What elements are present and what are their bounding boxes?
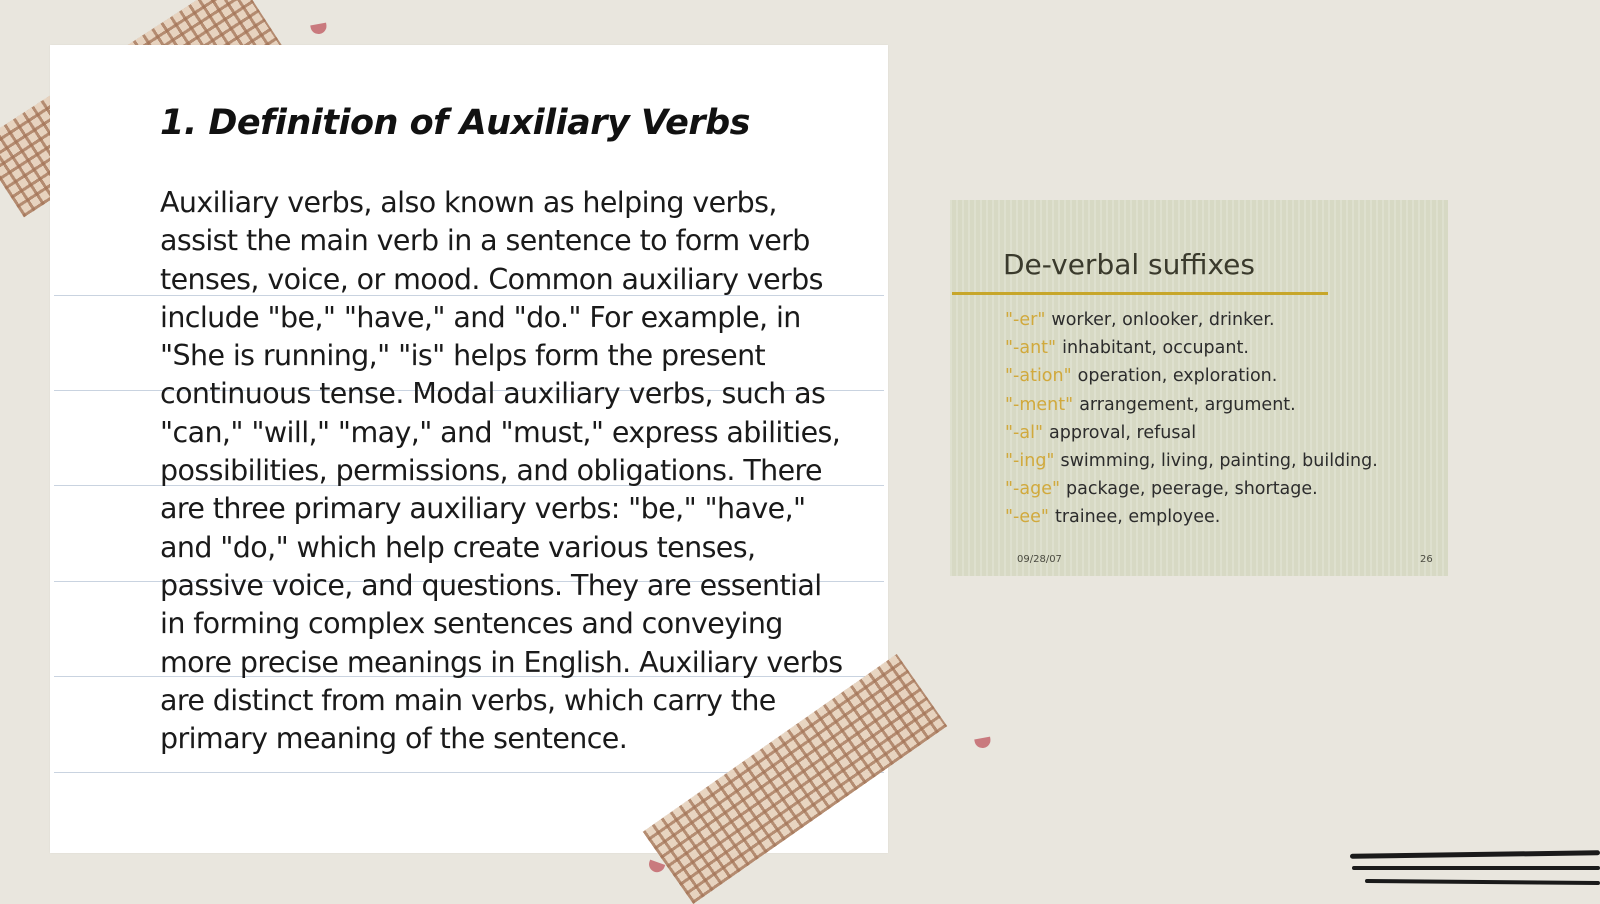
suffix-label: "-er" xyxy=(1005,310,1046,330)
list-item xyxy=(1005,391,1378,419)
suffix-examples: approval, refusal xyxy=(1049,422,1197,443)
suffix-label: "-ant" xyxy=(1005,338,1057,359)
list-item xyxy=(1005,447,1378,475)
list-item xyxy=(1005,306,1378,334)
suffix-label: "-ee" xyxy=(1005,507,1049,528)
tape-tab-bottom xyxy=(647,860,665,875)
slide-date: 09/28/07 xyxy=(1017,554,1062,565)
list-item xyxy=(1005,503,1378,531)
decorative-brush-stroke xyxy=(1352,866,1600,870)
suffix-label: "-ment" xyxy=(1005,394,1074,415)
suffix-examples: operation, exploration. xyxy=(1077,366,1278,387)
suffix-label: "-ing" xyxy=(1005,450,1055,471)
tape-tab-right xyxy=(974,737,991,750)
suffix-examples: worker, onlooker, drinker. xyxy=(1051,310,1275,330)
suffix-examples: trainee, employee. xyxy=(1054,507,1221,528)
page-title: 1. Definition of Auxiliary Verbs xyxy=(160,103,750,143)
suffix-list xyxy=(1005,306,1378,532)
body-paragraph: Auxiliary verbs, also known as helping verbs, assist the main verb in a sentence to form verb tenses, voice, or mood. Common auxiliary verbs include "be," "have," and "do." For example, in "She is running," "is" helps form the present continuous tense. Modal auxiliary verbs, such as "can," "will," "may," and "must," express abilities, possibilities, permissions, and obligations. There are three primary auxiliary verbs: "be," "have," and "do," which help create various tenses, passive voice, and questions. They are essential in forming complex sentences and conveying more precise meanings in English. Auxiliary verbs are distinct from main verbs, which carry the primary meaning of the sentence. xyxy=(160,186,843,756)
suffix-examples: package, peerage, shortage. xyxy=(1066,479,1318,500)
suffix-label: "-age" xyxy=(1005,479,1061,500)
list-item xyxy=(1005,419,1378,447)
list-item xyxy=(1005,475,1378,503)
suffix-examples: swimming, living, painting, building. xyxy=(1060,450,1378,471)
tape-tab-top xyxy=(310,23,327,36)
slide-title-rule xyxy=(952,292,1328,295)
suffix-examples: inhabitant, occupant. xyxy=(1062,338,1249,359)
suffix-examples: arrangement, argument. xyxy=(1079,394,1296,415)
slide-page-number: 26 xyxy=(1420,554,1433,565)
suffix-label: "-ation" xyxy=(1005,366,1072,387)
slide-image xyxy=(950,200,1448,576)
decorative-brush-stroke xyxy=(1350,850,1600,858)
list-item xyxy=(1005,362,1378,390)
suffix-label: "-al" xyxy=(1005,422,1043,443)
decorative-brush-stroke xyxy=(1365,879,1600,885)
list-item xyxy=(1005,334,1378,362)
slide-title: De-verbal suffixes xyxy=(1003,248,1255,281)
